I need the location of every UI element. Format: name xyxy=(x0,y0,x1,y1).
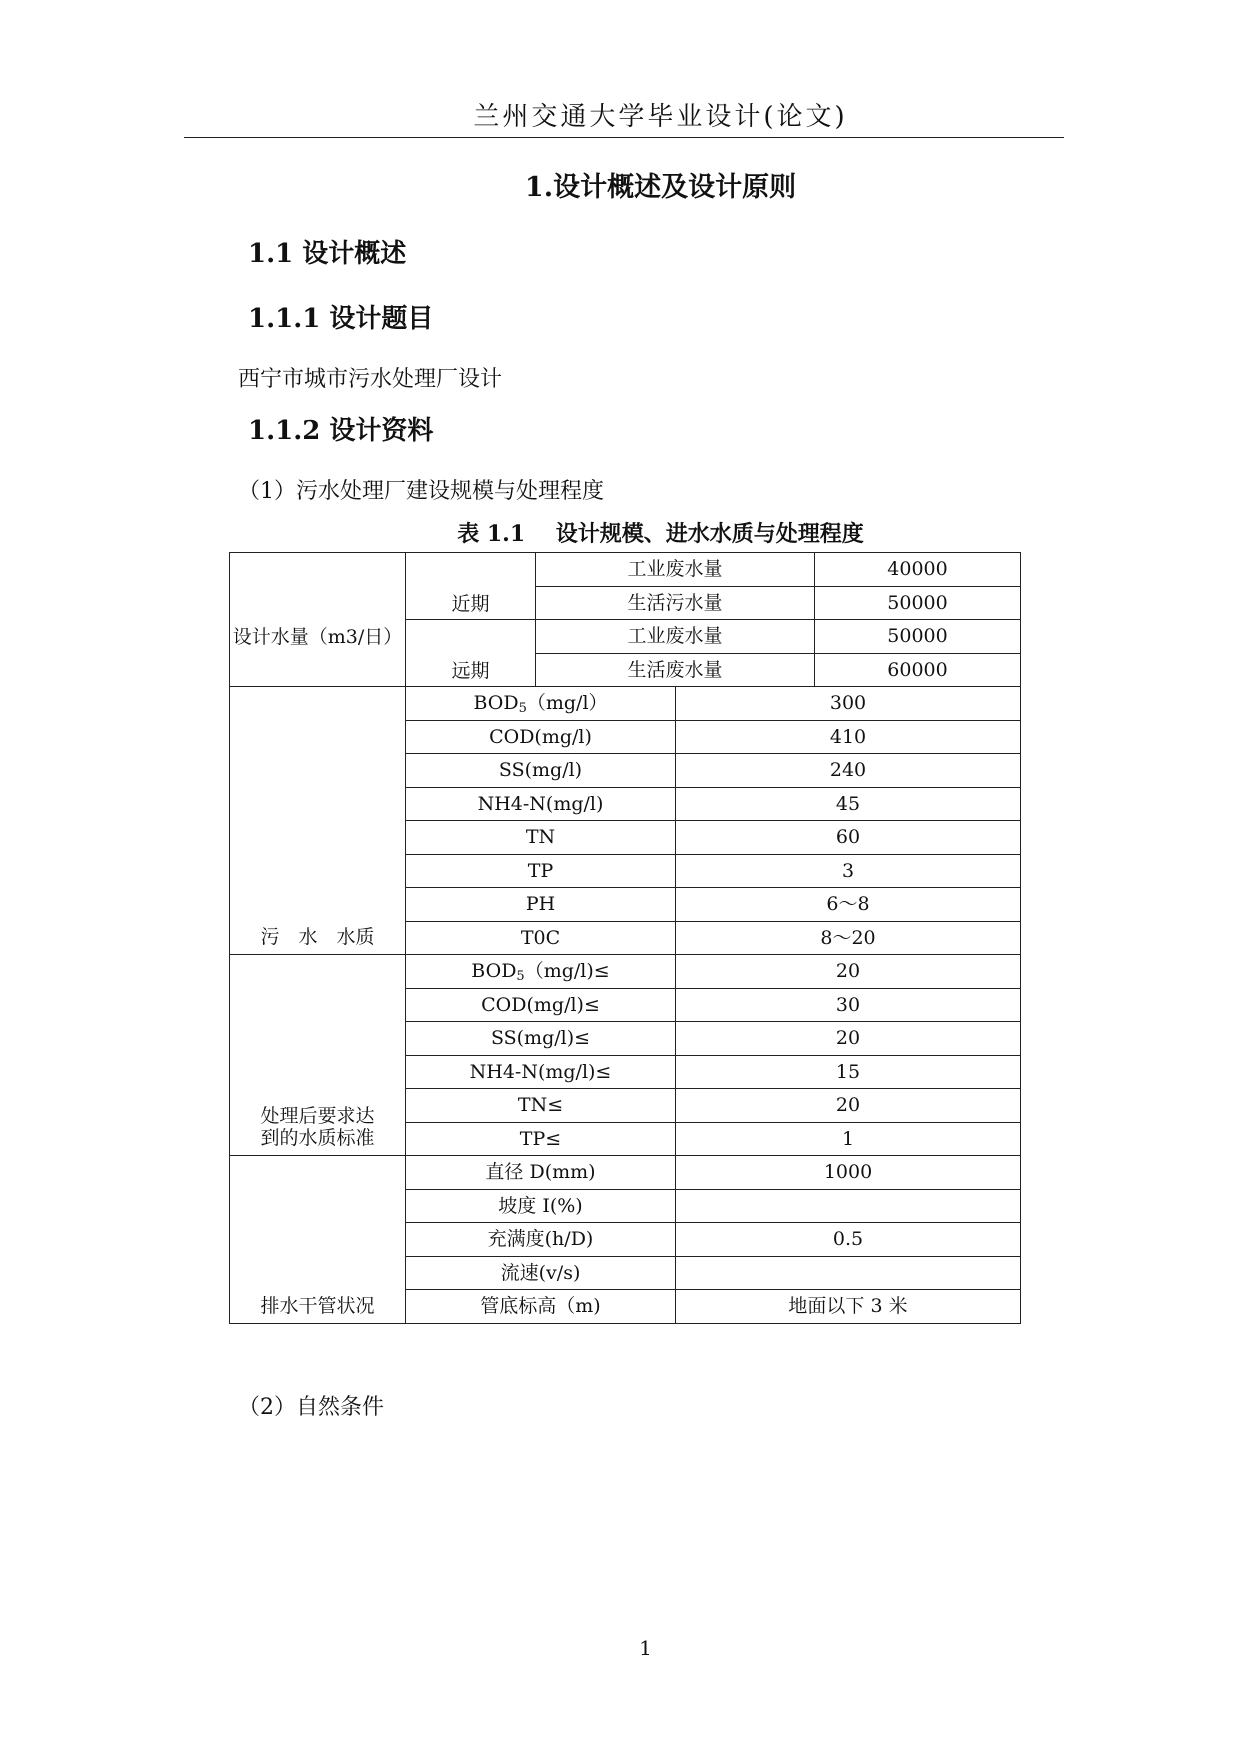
row-label: 直径 D(mm) xyxy=(406,1156,676,1190)
row-value: 20 xyxy=(676,1022,1021,1056)
section-heading-1-1-2: 1.1.2 设计资料 xyxy=(248,416,434,446)
page-number: 1 xyxy=(639,1636,652,1660)
row-value: 15 xyxy=(676,1055,1021,1089)
row-label: TP≤ xyxy=(406,1122,676,1156)
row-label: 工业废水量 xyxy=(536,620,815,654)
row-label: T0C xyxy=(406,921,676,955)
list-item-natural-conditions: （2）自然条件 xyxy=(238,1395,384,1420)
row-value: 地面以下 3 米 xyxy=(676,1290,1021,1324)
row-label: SS(mg/l)≤ xyxy=(406,1022,676,1056)
row-value: 8～20 xyxy=(676,921,1021,955)
category-water-volume: 设计水量（m3/日） xyxy=(230,553,406,687)
row-value: 50000 xyxy=(815,620,1021,654)
row-label: TN≤ xyxy=(406,1089,676,1123)
category-drain-pipe: 排水干管状况 xyxy=(230,1156,406,1324)
row-label: $BOD_5(mg/l)$ xyxy=(406,687,676,721)
row-value: 410 xyxy=(676,720,1021,754)
row-value: 20 xyxy=(676,1089,1021,1123)
row-value: 300 xyxy=(676,687,1021,721)
row-value: 1000 xyxy=(676,1156,1021,1190)
row-value: 30 xyxy=(676,988,1021,1022)
running-header: 兰州交通大学毕业设计(论文) xyxy=(473,102,848,132)
row-value xyxy=(676,1189,1021,1223)
table-row xyxy=(230,553,1021,587)
design-topic: 西宁市城市污水处理厂设计 xyxy=(238,367,503,392)
row-value: 20 xyxy=(676,955,1021,989)
row-value: 240 xyxy=(676,754,1021,788)
row-label: NH4-N(mg/l) xyxy=(406,787,676,821)
period-far: 远期 xyxy=(406,620,536,687)
row-label: $BOD_5(mg/l)\le$ xyxy=(406,955,676,989)
section-heading-1-1: 1.1 设计概述 xyxy=(248,239,407,269)
row-label: TP xyxy=(406,854,676,888)
row-label: PH xyxy=(406,888,676,922)
section-heading-1-1-1: 1.1.1 设计题目 xyxy=(248,304,434,334)
row-label: 流速(v/s) xyxy=(406,1256,676,1290)
row-label: 工业废水量 xyxy=(536,553,815,587)
row-label: SS(mg/l) xyxy=(406,754,676,788)
category-influent-quality: 污 水 水质 xyxy=(230,687,406,955)
row-value: 3 xyxy=(676,854,1021,888)
row-value: 45 xyxy=(676,787,1021,821)
row-value: 0.5 xyxy=(676,1223,1021,1257)
row-value: 6～8 xyxy=(676,888,1021,922)
row-label: COD(mg/l) xyxy=(406,720,676,754)
row-label: 生活废水量 xyxy=(536,653,815,687)
category-effluent-standard: 处理后要求达到的水质标准 xyxy=(230,955,406,1156)
row-label: 坡度 I(%) xyxy=(406,1189,676,1223)
row-label: COD(mg/l)≤ xyxy=(406,988,676,1022)
row-label: 管底标高（m) xyxy=(406,1290,676,1324)
row-value: 60 xyxy=(676,821,1021,855)
row-label: 生活污水量 xyxy=(536,586,815,620)
row-value: 40000 xyxy=(815,553,1021,587)
row-value xyxy=(676,1256,1021,1290)
row-label: NH4-N(mg/l)≤ xyxy=(406,1055,676,1089)
chapter-title: 1.设计概述及设计原则 xyxy=(524,172,797,203)
table-row xyxy=(230,955,1021,989)
row-label: TN xyxy=(406,821,676,855)
row-label: 充满度(h/D) xyxy=(406,1223,676,1257)
row-value: 1 xyxy=(676,1122,1021,1156)
period-near: 近期 xyxy=(406,553,536,620)
table-row xyxy=(230,687,1021,721)
header-divider xyxy=(184,137,1064,138)
table-caption: 表 1.1 设计规模、进水水质与处理程度 xyxy=(457,521,864,547)
row-value: 50000 xyxy=(815,586,1021,620)
list-item-scale: （1）污水处理厂建设规模与处理程度 xyxy=(238,479,604,504)
row-value: 60000 xyxy=(815,653,1021,687)
design-spec-table xyxy=(229,552,1021,1324)
table-row xyxy=(230,1156,1021,1190)
